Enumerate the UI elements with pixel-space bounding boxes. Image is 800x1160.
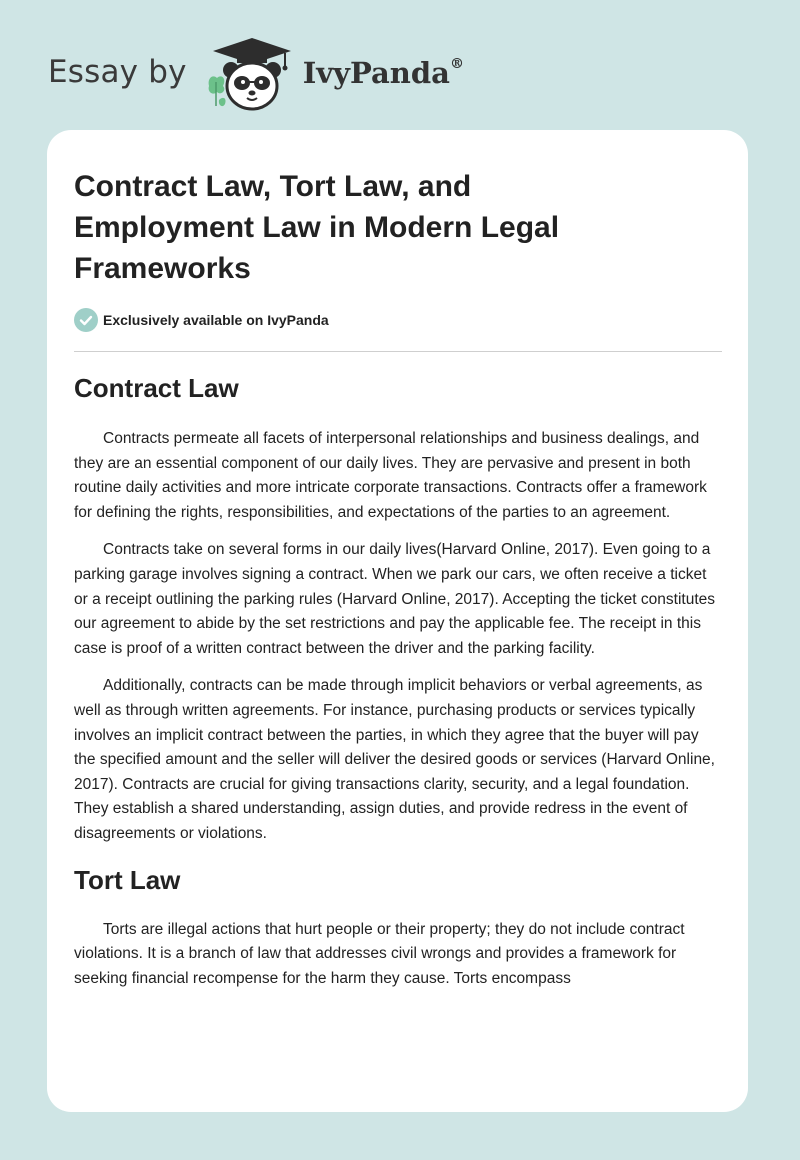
- section-tort-law: [74, 863, 722, 992]
- brand-name[interactable]: [303, 56, 464, 90]
- essay-by-label: Essay by: [48, 54, 187, 90]
- title-divider: [74, 351, 722, 352]
- paragraph: Contracts take on several forms in our daily lives(Harvard Online, 2017). Even going to a parking garage involves signing a contract. When we park our cars, we often receive a ticket or a receipt outlining the parking rules (Harvard Online, 2017). Accepting the ticket constitutes our agreement to abide by the set restrictions and pay the applicable fee. The receipt in this case is proof of a written contract between the driver and the parking facility.: [74, 541, 716, 657]
- registered-mark: ®: [449, 56, 464, 73]
- panda-logo-icon[interactable]: [205, 34, 299, 114]
- exclusive-label: Exclusively available on IvyPanda: [103, 312, 329, 328]
- paragraph: Additionally, contracts can be made through implicit behaviors or verbal agreements, as well as through written agreements. For instance, purchasing products or services typically involves an implicit contract between the parties, in which they agree that the buyer will pay the specified amount and the seller will deliver the desired goods or services (Harvard Online, 2017). Contracts are crucial for giving transactions clarity, security, and a legal foundation. They establish a shared understanding, assign duties, and provide redress in the event of disagreements or violations.: [74, 677, 715, 842]
- exclusive-badge: [74, 308, 722, 332]
- check-circle-icon: [74, 308, 98, 332]
- section-heading: Tort Law: [74, 864, 181, 895]
- essay-card: [47, 130, 748, 1112]
- paragraph: Contracts permeate all facets of interpersonal relationships and business dealings, and they are an essential component of our daily lives. They are pervasive and present in both routine daily activities and more intricate corporate transactions. Contracts offer a framework for defining the rights, responsibilities, and expectations of the parties to an agreement.: [74, 430, 707, 521]
- paragraph: Torts are illegal actions that hurt people or their property; they do not include contract violations. It is a branch of law that addresses civil wrongs and provides a framework for seeking financial recompense for the harm they cause. Torts encompass: [74, 920, 685, 987]
- page-title: Contract Law, Tort Law, and Employment Law in Modern Legal Frameworks: [74, 170, 560, 285]
- section-contract-law: [74, 371, 722, 847]
- brand-name-text: IvyPanda: [302, 56, 450, 90]
- section-heading: Contract Law: [74, 373, 239, 403]
- essay-content: [47, 130, 748, 991]
- brand-header: [48, 34, 464, 114]
